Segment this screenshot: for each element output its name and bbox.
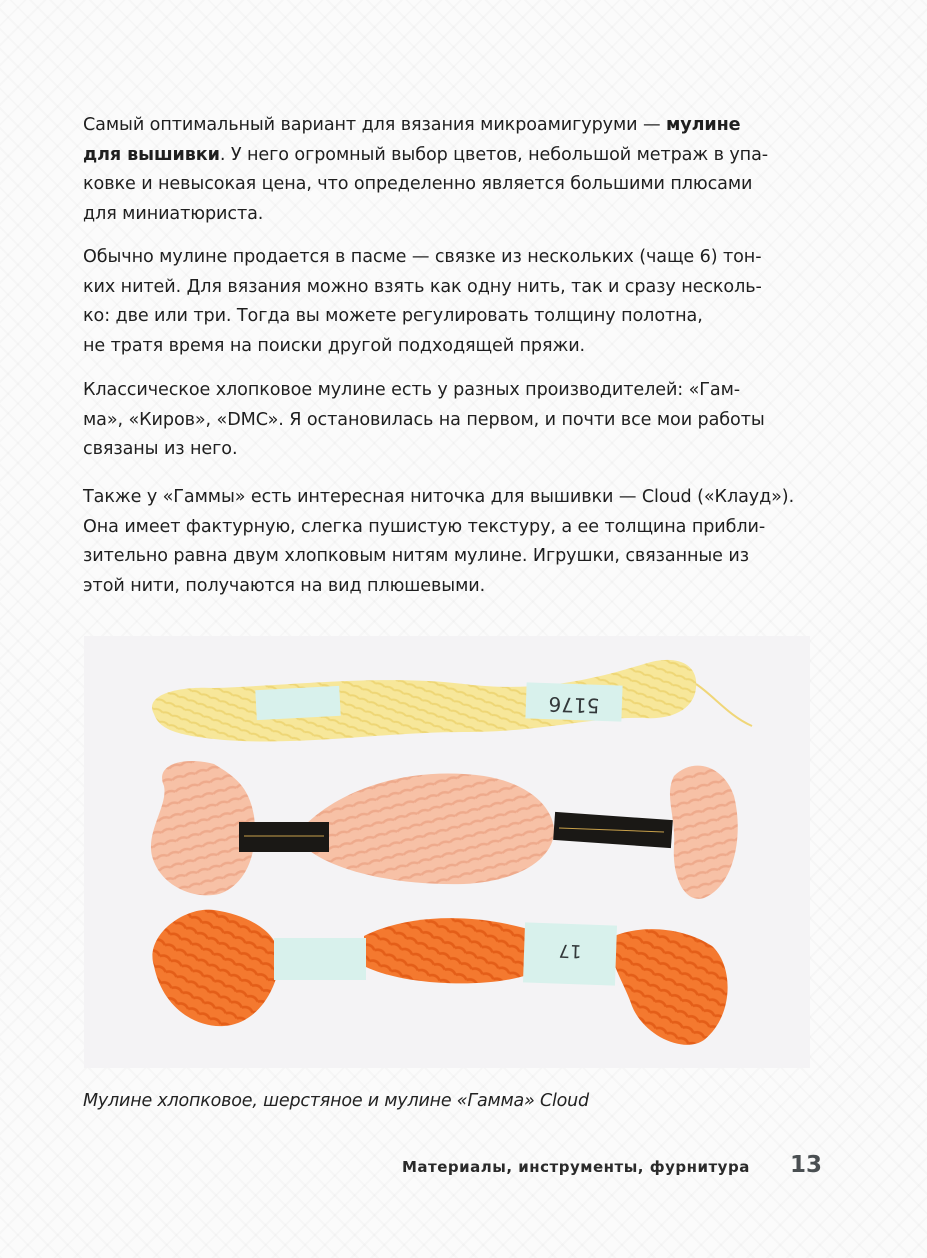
text-line: для вышивки. У него огромный выбор цветов, небольшой метраж в упа-	[83, 144, 769, 165]
paragraph-4	[83, 483, 823, 601]
text-line: ковке и невысокая цена, что определенно является большими плюсами	[83, 174, 753, 194]
text-line: связаны из него.	[83, 439, 238, 459]
yellow-skein	[152, 660, 752, 742]
text-line: ма», «Киров», «DMC». Я остановилась на первом, и почти все мои работы	[83, 409, 765, 430]
yellow-label-number: 5176	[548, 692, 600, 718]
thread-skeins-photo	[84, 636, 810, 1068]
page-number: 13	[790, 1152, 823, 1178]
text-line: Она имеет фактурную, слегка пушистую текстуру, а ее толщина прибли-	[83, 516, 766, 537]
paragraph-2	[83, 243, 823, 361]
text-line: не тратя время на поиски другой подходящей пряжи.	[83, 335, 586, 356]
paragraph-3	[83, 376, 823, 465]
text-line: Обычно мулине продается в пасме — связке из нескольких (чаще 6) тон-	[83, 247, 762, 267]
text-line: для миниатюриста.	[83, 203, 264, 224]
text-line: зительно равна двум хлопковым нитям мулине. Игрушки, связанные из	[83, 546, 749, 566]
text-line: ких нитей. Для вязания можно взять как одну нить, так и сразу несколь-	[83, 276, 762, 297]
skeins-illustration	[84, 636, 810, 1068]
text-line: Классическое хлопковое мулине есть у разных производителей: «Гам-	[83, 380, 741, 400]
photo-caption: Мулине хлопковое, шерстяное и мулине «Гамма» Cloud	[83, 1091, 589, 1111]
orange-skein	[152, 910, 727, 1045]
text-line: этой нити, получаются на вид плюшевыми.	[83, 575, 486, 596]
paragraph-1	[83, 111, 823, 229]
peach-skein	[151, 761, 738, 899]
orange-label-number: 17	[558, 939, 582, 962]
text-line: ко: две или три. Тогда вы можете регулировать толщину полотна,	[83, 306, 703, 326]
text-line: Самый оптимальный вариант для вязания микроамигуруми — мулине	[83, 115, 741, 135]
footer-section-title: Материалы, инструменты, фурнитура	[402, 1158, 750, 1176]
text-line: Также у «Гаммы» есть интересная ниточка для вышивки — Cloud («Клауд»).	[83, 487, 795, 507]
